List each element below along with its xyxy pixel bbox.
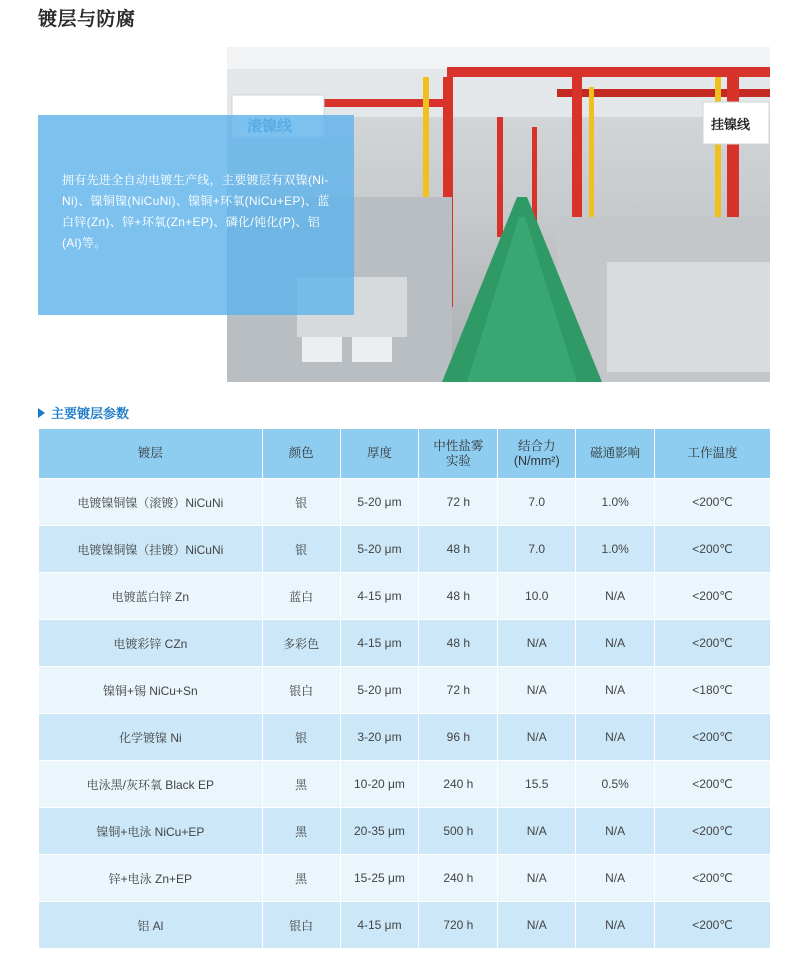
- table-cell: <200℃: [655, 761, 771, 808]
- table-cell: 铝 Al: [39, 902, 263, 949]
- fan-unit: [352, 337, 392, 362]
- table-cell: 7.0: [498, 479, 576, 526]
- table-cell: 电泳黑/灰环氧 Black EP: [39, 761, 263, 808]
- section-title: [38, 403, 129, 422]
- table-cell: <200℃: [655, 714, 771, 761]
- table-cell: 黑: [262, 761, 340, 808]
- table-row: [39, 855, 771, 902]
- table-cell: N/A: [498, 855, 576, 902]
- info-box: [38, 115, 354, 315]
- red-beam: [447, 67, 770, 77]
- page-title: 镀层与防腐: [38, 9, 136, 30]
- header-flux-impact: 磁通影响: [576, 429, 655, 479]
- table-cell: 电镀彩锌 CZn: [39, 620, 263, 667]
- table-row: [39, 667, 771, 714]
- table-cell: 银: [262, 714, 340, 761]
- table-row: [39, 573, 771, 620]
- table-cell: N/A: [498, 808, 576, 855]
- table-cell: N/A: [498, 714, 576, 761]
- header-salt-spray: 中性盐雾 实验: [419, 429, 498, 479]
- table-cell: <200℃: [655, 808, 771, 855]
- fan-unit: [302, 337, 342, 362]
- table-cell: 5-20 μm: [340, 526, 419, 573]
- table-row: [39, 526, 771, 573]
- table-row: [39, 479, 771, 526]
- table-cell: 电镀镍铜镍（挂镀）NiCuNi: [39, 526, 263, 573]
- table-cell: 化学镀镍 Ni: [39, 714, 263, 761]
- table-cell: N/A: [576, 714, 655, 761]
- table-cell: 10-20 μm: [340, 761, 419, 808]
- table-cell: 4-15 μm: [340, 902, 419, 949]
- table-header-row: [39, 429, 771, 479]
- table-cell: 4-15 μm: [340, 573, 419, 620]
- table-cell: <180℃: [655, 667, 771, 714]
- table-cell: 20-35 μm: [340, 808, 419, 855]
- table-cell: 1.0%: [576, 479, 655, 526]
- header-thickness: 厚度: [340, 429, 419, 479]
- table-row: [39, 714, 771, 761]
- table-cell: 96 h: [419, 714, 498, 761]
- table-cell: 4-15 μm: [340, 620, 419, 667]
- table-cell: 锌+电泳 Zn+EP: [39, 855, 263, 902]
- table-cell: <200℃: [655, 902, 771, 949]
- table-cell: N/A: [498, 902, 576, 949]
- table-cell: 240 h: [419, 855, 498, 902]
- table-cell: 10.0: [498, 573, 576, 620]
- table-cell: N/A: [498, 620, 576, 667]
- table-cell: 银白: [262, 667, 340, 714]
- table-cell: 15.5: [498, 761, 576, 808]
- table-cell: 500 h: [419, 808, 498, 855]
- table-cell: <200℃: [655, 573, 771, 620]
- table-cell: 15-25 μm: [340, 855, 419, 902]
- table-cell: N/A: [576, 855, 655, 902]
- table-cell: 0.5%: [576, 761, 655, 808]
- table-cell: 镍铜+锡 NiCu+Sn: [39, 667, 263, 714]
- table-cell: 240 h: [419, 761, 498, 808]
- header-adhesion: 结合力 (N/mm²): [498, 429, 576, 479]
- info-text: 拥有先进全自动电镀生产线，主要镀层有双镍(Ni-Ni)、镍铜镍(NiCuNi)、镍铜+环氧(NiCu+EP)、蓝白锌(Zn)、锌+环氧(Zn+EP)、磷化/钝化(P)、铝(Al)等。: [62, 173, 330, 250]
- table-cell: <200℃: [655, 620, 771, 667]
- table-cell: 3-20 μm: [340, 714, 419, 761]
- table-cell: 黑: [262, 808, 340, 855]
- table-cell: 48 h: [419, 573, 498, 620]
- red-column: [497, 117, 503, 237]
- table-cell: N/A: [576, 620, 655, 667]
- table-cell: 电镀蓝白锌 Zn: [39, 573, 263, 620]
- sign-right-text: 挂镍线: [711, 117, 751, 132]
- table-cell: 48 h: [419, 620, 498, 667]
- table-cell: 48 h: [419, 526, 498, 573]
- table-cell: 72 h: [419, 479, 498, 526]
- table-cell: 多彩色: [262, 620, 340, 667]
- table-cell: 720 h: [419, 902, 498, 949]
- table-cell: 银: [262, 526, 340, 573]
- table-cell: 银白: [262, 902, 340, 949]
- table-cell: N/A: [576, 667, 655, 714]
- table-cell: 黑: [262, 855, 340, 902]
- table-cell: 5-20 μm: [340, 479, 419, 526]
- table-cell: 蓝白: [262, 573, 340, 620]
- table-cell: <200℃: [655, 479, 771, 526]
- header-color: 颜色: [262, 429, 340, 479]
- header-coating: 镀层: [39, 429, 263, 479]
- header-work-temp: 工作温度: [655, 429, 771, 479]
- table-row: [39, 808, 771, 855]
- table-cell: 7.0: [498, 526, 576, 573]
- section-title-text: 主要镀层参数: [51, 406, 130, 421]
- table-cell: 镍铜+电泳 NiCu+EP: [39, 808, 263, 855]
- coating-params-table: [38, 428, 771, 949]
- table-cell: 5-20 μm: [340, 667, 419, 714]
- table-cell: 1.0%: [576, 526, 655, 573]
- table-row: [39, 761, 771, 808]
- table-row: [39, 902, 771, 949]
- table-cell: N/A: [498, 667, 576, 714]
- right-tank-panel: [607, 262, 770, 372]
- table-cell: <200℃: [655, 855, 771, 902]
- table-cell: N/A: [576, 808, 655, 855]
- table-cell: 银: [262, 479, 340, 526]
- ceiling-panel: [227, 47, 770, 69]
- table-cell: N/A: [576, 573, 655, 620]
- table-cell: 72 h: [419, 667, 498, 714]
- play-arrow-icon: [38, 408, 45, 418]
- table-row: [39, 620, 771, 667]
- table-cell: 电镀镍铜镍（滚镀）NiCuNi: [39, 479, 263, 526]
- table-cell: <200℃: [655, 526, 771, 573]
- table-cell: N/A: [576, 902, 655, 949]
